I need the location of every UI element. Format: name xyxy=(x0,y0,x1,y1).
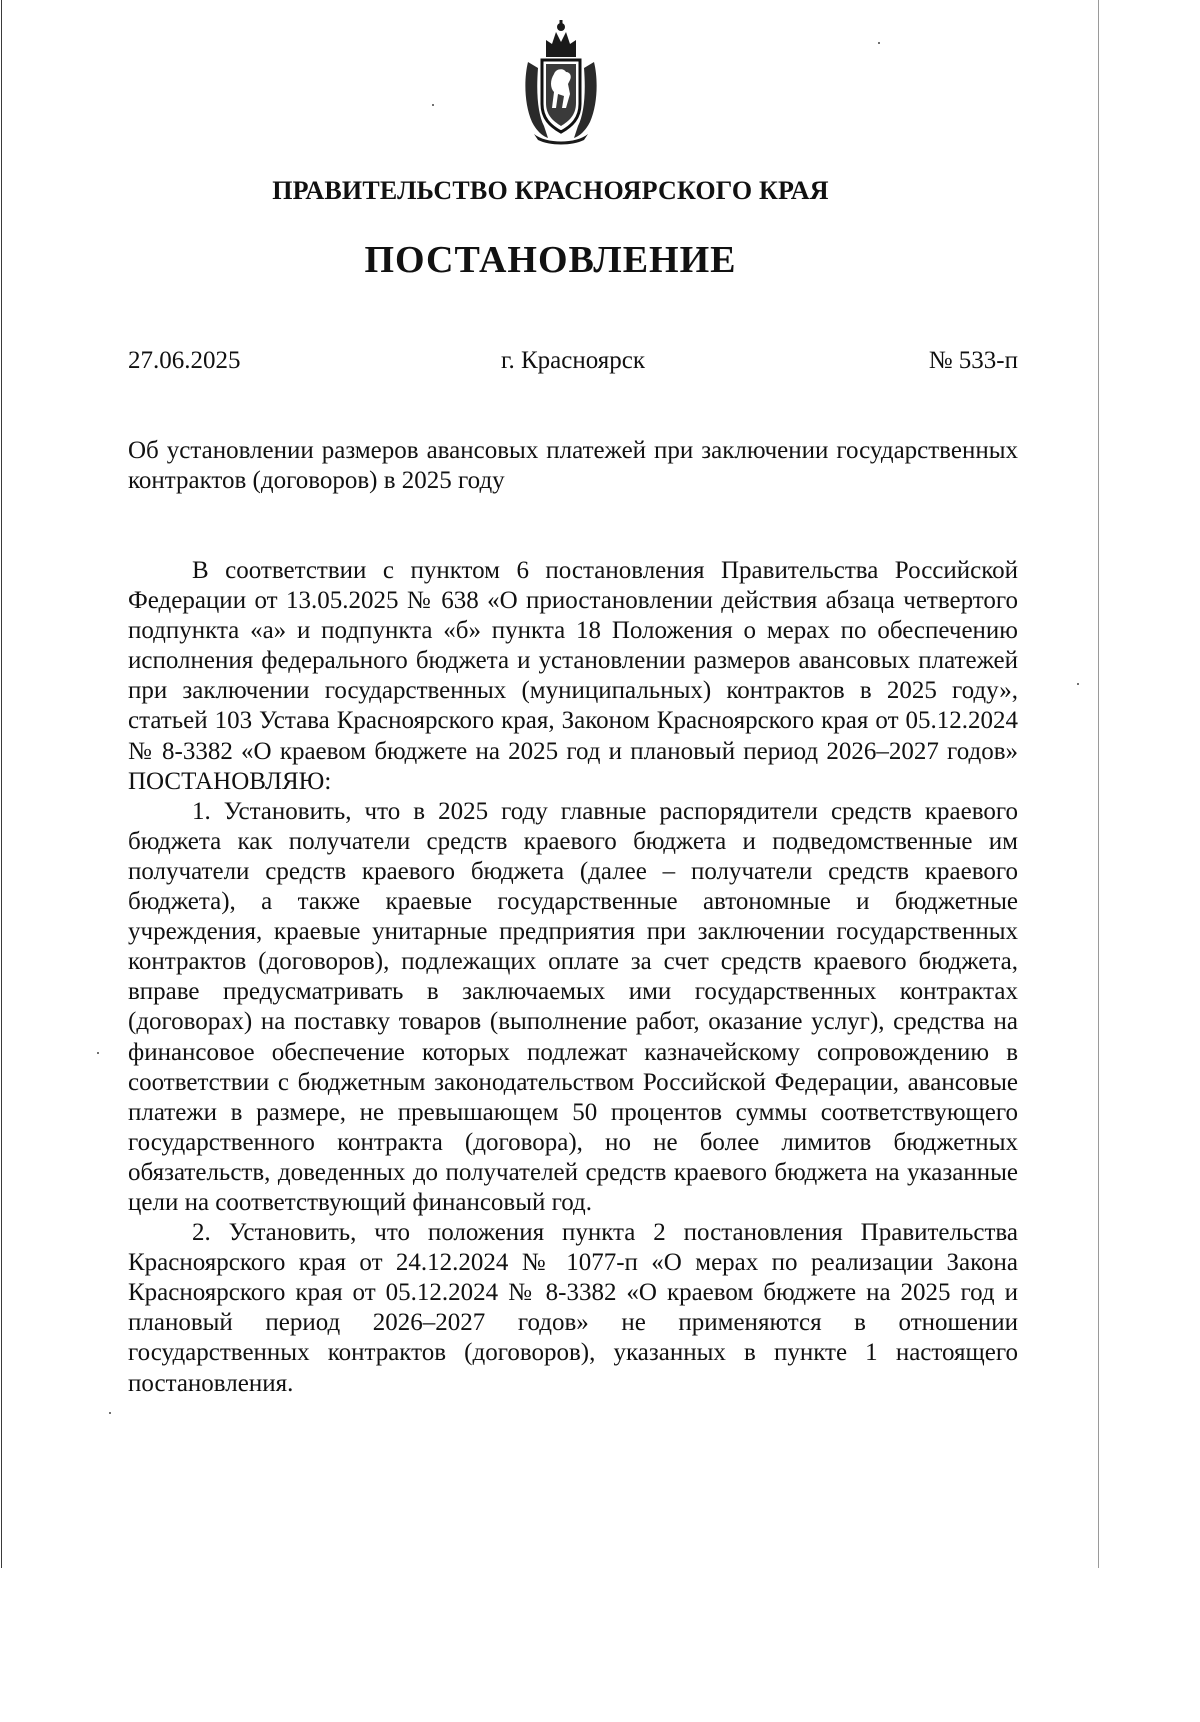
preamble-paragraph: В соответствии с пунктом 6 постановления Правительства Российской Федерации от 13.05.2025 № 638 «О приостановлении действия абзаца четвертого подпункта «а» и подпункта «б» пункта 18 Положения о мерах по обеспечению исполнения федерального бюджета и установлении размеров авансовых платежей при заключении государственных (муниципальных) контрактов в 2025 году», статьей 103 Устава Красноярского края, Законом Красноярского края от 05.12.2024 № 8-3382 «О краевом бюджете на 2025 год и плановый период 2026–2027 годов» ПОСТАНОВЛЯЮ: xyxy=(128,557,1018,795)
clause-2-paragraph: 2. Установить, что положения пункта 2 постановления Правительства Красноярского края от 24.12.2024 № 1077-п «О мерах по реализации Закона Красноярского края от 05.12.2024 № 8-3382 «О краевом бюджете на 2025 год и плановый период 2026–2027 годов» не применяются в отношении государственных контрактов (договоров), указанных в пункте 1 настоящего постановления. xyxy=(128,1219,1018,1397)
scan-speck xyxy=(878,42,880,44)
scan-edge-right xyxy=(1098,0,1099,1568)
document-type-title: ПОСТАНОВЛЕНИЕ xyxy=(364,239,737,281)
document-meta-row xyxy=(128,347,1018,377)
krasnoyarsk-coat-of-arms-icon xyxy=(522,18,600,146)
document-subject: Об установлении размеров авансовых платежей при заключении государственных контрактов (договоров) в 2025 году xyxy=(128,437,1018,494)
scan-speck xyxy=(109,1412,111,1414)
scan-edge-left xyxy=(1,0,2,1568)
document-date: 27.06.2025 xyxy=(128,347,241,374)
clause-1-paragraph: 1. Установить, что в 2025 году главные распорядители средств краевого бюджета как получатели средств краевого бюджета и подведомственные им получатели средств краевого бюджета (далее – получатели средств краевого бюджета), а также краевые государственные автономные и бюджетные учреждения, краевые унитарные предприятия при заключении государственных контрактов (договоров), подлежащих оплате за счет средств краевого бюджета, вправе предусматривать в заключаемых ими государственных контрактах (договорах) на поставку товаров (выполнение работ, оказание услуг), средства на финансовое обеспечение которых подлежат казначейскому сопровождению в соответствии с бюджетным законодательством Российской Федерации, авансовые платежи в размере, не превышающем 50 процентов суммы соответствующего государственного контракта (договора), но не более лимитов бюджетных обязательств, доведенных до получателей средств краевого бюджета на указанные цели на соответствующий финансовый год. xyxy=(128,797,1018,1216)
scan-speck xyxy=(1077,683,1079,685)
document-number: № 533-п xyxy=(928,347,1018,374)
document-body xyxy=(128,556,1018,1399)
scan-speck xyxy=(97,1052,99,1054)
document-city: г. Красноярск xyxy=(501,347,645,374)
organization-title: ПРАВИТЕЛЬСТВО КРАСНОЯРСКОГО КРАЯ xyxy=(272,176,829,205)
scan-speck xyxy=(432,104,434,106)
